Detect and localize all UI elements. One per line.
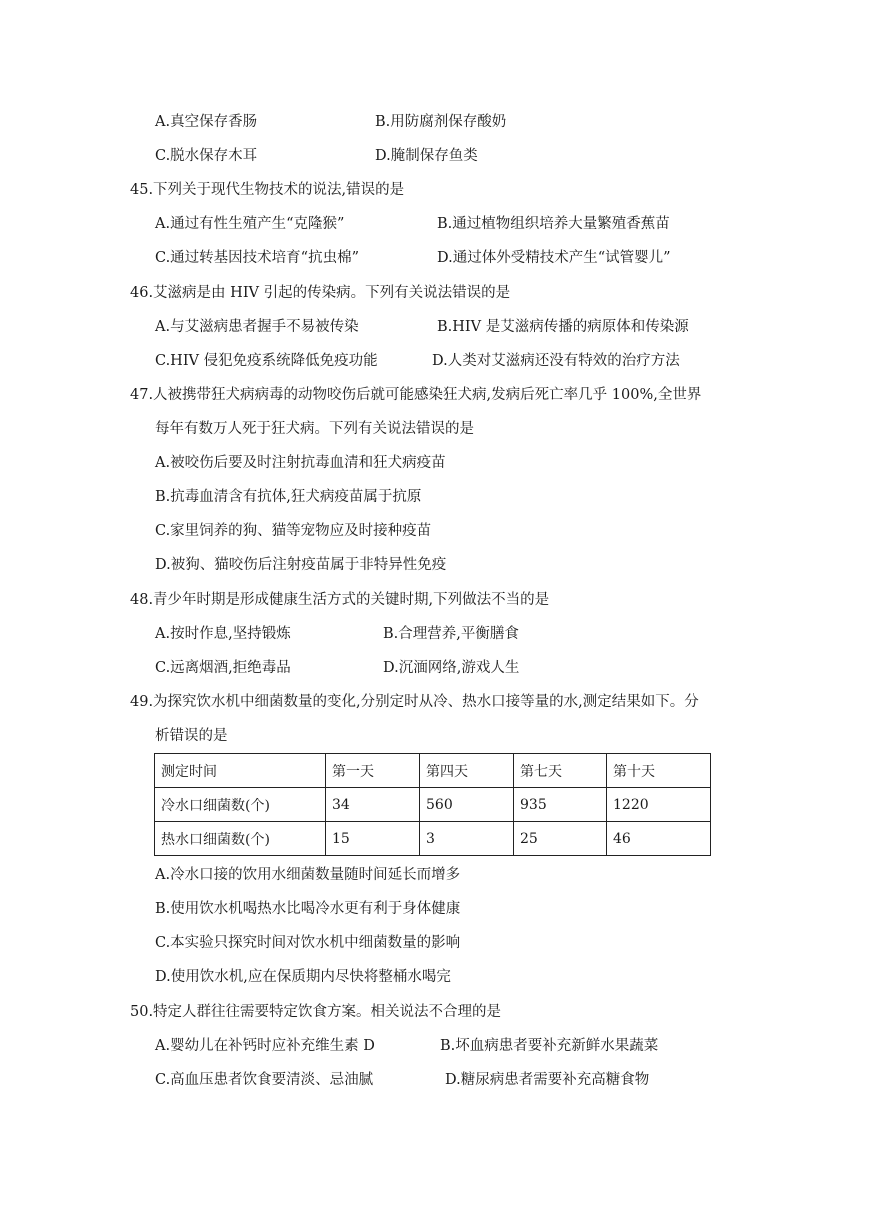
q49-stem-line2: 析错误的是 xyxy=(155,728,228,744)
q44-option-c: C.脱水保存木耳 xyxy=(155,148,258,164)
table-cell: 25 xyxy=(514,822,607,856)
q49-option-d: D.使用饮水机,应在保质期内尽快将整桶水喝完 xyxy=(155,969,451,985)
q45-option-c: C.通过转基因技术培育“抗虫棉” xyxy=(155,250,360,266)
q50-option-c: C.高血压患者饮食要清淡、忌油腻 xyxy=(155,1072,374,1088)
q44-option-b: B.用防腐剂保存酸奶 xyxy=(375,114,507,130)
q48-option-d: D.沉湎网络,游戏人生 xyxy=(383,660,520,676)
table-row xyxy=(155,788,711,822)
table-row xyxy=(155,822,711,856)
table-header-cell: 第四天 xyxy=(420,754,514,788)
q50-option-b: B.坏血病患者要补充新鲜水果蔬菜 xyxy=(440,1038,659,1054)
q45-option-b: B.通过植物组织培养大量繁殖香蕉苗 xyxy=(437,216,670,232)
q49-option-b: B.使用饮水机喝热水比喝冷水更有利于身体健康 xyxy=(155,901,461,917)
table-header-row xyxy=(155,754,711,788)
table-cell: 冷水口细菌数(个) xyxy=(155,788,326,822)
table-header-cell: 第七天 xyxy=(514,754,607,788)
q47-option-a: A.被咬伤后要及时注射抗毒血清和狂犬病疫苗 xyxy=(155,455,446,471)
q45-stem: 45.下列关于现代生物技术的说法,错误的是 xyxy=(130,182,405,198)
q45-option-a: A.通过有性生殖产生“克隆猴” xyxy=(155,216,345,232)
table-cell: 34 xyxy=(326,788,420,822)
q50-stem: 50.特定人群往往需要特定饮食方案。相关说法不合理的是 xyxy=(130,1004,502,1020)
table-cell: 热水口细菌数(个) xyxy=(155,822,326,856)
q44-option-a: A.真空保存香肠 xyxy=(155,114,258,130)
q44-option-d: D.腌制保存鱼类 xyxy=(375,148,478,164)
q46-option-a: A.与艾滋病患者握手不易被传染 xyxy=(155,319,359,335)
q48-option-b: B.合理营养,平衡膳食 xyxy=(383,626,519,642)
q50-option-d: D.糖尿病患者需要补充高糖食物 xyxy=(445,1072,650,1088)
q48-stem: 48.青少年时期是形成健康生活方式的关键时期,下列做法不当的是 xyxy=(130,592,550,608)
table-cell: 1220 xyxy=(607,788,711,822)
table-cell: 46 xyxy=(607,822,711,856)
q48-option-a: A.按时作息,坚持锻炼 xyxy=(155,626,291,642)
q45-option-d: D.通过体外受精技术产生“试管婴儿” xyxy=(437,250,671,266)
q49-option-c: C.本实验只探究时间对饮水机中细菌数量的影响 xyxy=(155,935,461,951)
q46-option-c: C.HIV 侵犯免疫系统降低免疫功能 xyxy=(155,353,378,369)
q46-stem: 46.艾滋病是由 HIV 引起的传染病。下列有关说法错误的是 xyxy=(130,285,511,301)
table-cell: 15 xyxy=(326,822,420,856)
q47-stem-line1: 47.人被携带狂犬病病毒的动物咬伤后就可能感染狂犬病,发病后死亡率几乎 100%,全世界 xyxy=(130,387,702,403)
q49-stem-line1: 49.为探究饮水机中细菌数量的变化,分别定时从冷、热水口接等量的水,测定结果如下。分 xyxy=(130,694,699,710)
q47-option-c: C.家里饲养的狗、猫等宠物应及时接种疫苗 xyxy=(155,523,432,539)
q47-stem-line2: 每年有数万人死于狂犬病。下列有关说法错误的是 xyxy=(155,421,474,437)
q47-option-b: B.抗毒血清含有抗体,狂犬病疫苗属于抗原 xyxy=(155,489,422,505)
table-cell: 560 xyxy=(420,788,514,822)
table-header-cell: 测定时间 xyxy=(155,754,326,788)
q47-option-d: D.被狗、猫咬伤后注射疫苗属于非特异性免疫 xyxy=(155,557,447,573)
bacteria-count-table xyxy=(154,753,711,856)
table-cell: 935 xyxy=(514,788,607,822)
table-header-cell: 第一天 xyxy=(326,754,420,788)
q48-option-c: C.远离烟酒,拒绝毒品 xyxy=(155,660,291,676)
q50-option-a: A.婴幼儿在补钙时应补充维生素 D xyxy=(155,1038,375,1054)
q49-option-a: A.冷水口接的饮用水细菌数量随时间延长而增多 xyxy=(155,867,461,883)
table-header-cell: 第十天 xyxy=(607,754,711,788)
table-cell: 3 xyxy=(420,822,514,856)
q46-option-b: B.HIV 是艾滋病传播的病原体和传染源 xyxy=(437,319,689,335)
q46-option-d: D.人类对艾滋病还没有特效的治疗方法 xyxy=(432,353,680,369)
